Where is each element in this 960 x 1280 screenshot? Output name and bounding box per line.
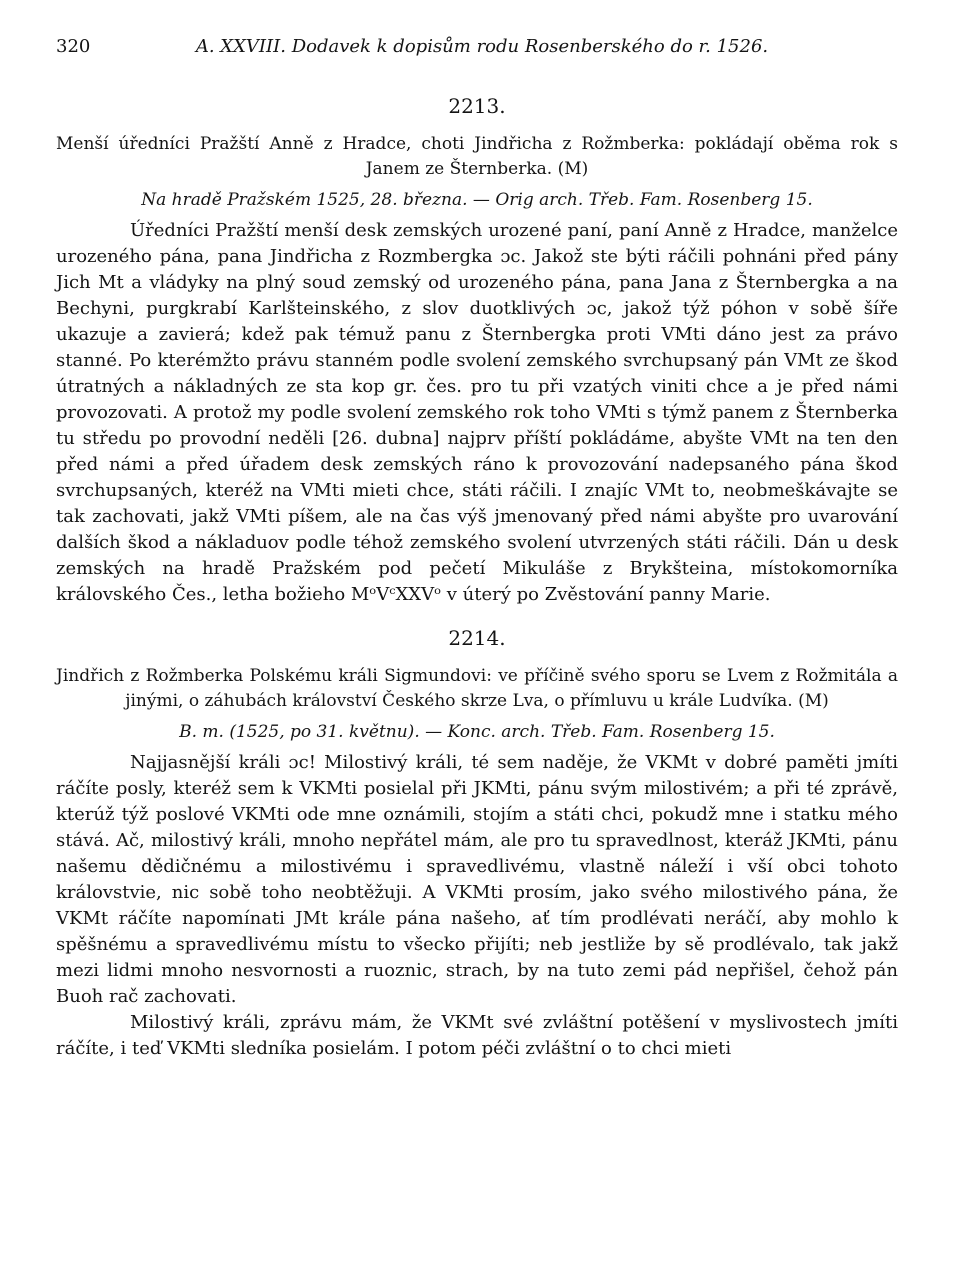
document-paragraph: Najjasnější králi ɔc! Milostivý králi, té sem naděje, že VKMt v dobré paměti jmíti ráčíte posly, kteréž sem k VKMti posielal při JKMti, pánu svým milostivém; a při té zprávě, kterúž týž poslové VKMti ode mne oznámili, stojím a státi chci, pokudž mne i statku mého stává. Ač, milostivý králi, mnoho nepřátel mám, ale pro tu spravedlnost, kteráž JKMti, pánu našemu dědičnému a milostivému i spravedlivému, vlastně náleží i vší obci tohoto královstvie, nic sobě toho neobtěžuji. A VKMti prosím, jako svého milostivého pána, že VKMt ráčíte napomínati JMt krále pána našeho, ať tím prodlévati neráčí, aby mohlo k spěšnému a spravedlivému místu to všecko přijíti; neb jestliže by sě prodlévalo, tak jakž mezi lidmi mnoho nesvornosti a ruoznic, strach, by na tuto zemi pád nepřišel, čehož pán Buoh rač zachovati. [56, 752, 898, 1007]
document-number: 2213. [448, 94, 506, 118]
document-2214 [56, 626, 898, 1062]
page-number: 320 [56, 36, 91, 57]
document-number: 2214. [448, 626, 506, 650]
document-heading: Jindřich z Rožmberka Polskému králi Sigmundovi: ve příčině svého sporu se Lvem z Rožmitála a jinými, o záhubách království Českého skrze Lva, o přímluvu u krále Ludvíka. (M) [56, 666, 898, 711]
running-header [56, 36, 898, 76]
document-source: Na hradě Pražském 1525, 28. března. — Orig arch. Třeb. Fam. Rosenberg 15. [141, 190, 813, 210]
document-paragraph: Milostivý králi, zprávu mám, že VKMt své zvláštní potěšení v myslivostech jmíti ráčíte, i teď VKMti sledníka posielám. I potom péči zvláštní o to chci mieti [56, 1012, 898, 1059]
running-title: A. XXVIII. Dodavek k dopisům rodu Rosenberského do r. 1526. [195, 36, 769, 57]
document-2213 [56, 94, 898, 608]
document-heading: Menší úředníci Pražští Anně z Hradce, choti Jindřicha z Rožmberka: pokládají oběma rok s Janem ze Šternberka. (M) [56, 134, 898, 179]
document-page [56, 36, 898, 1062]
document-paragraph: Úředníci Pražští menší desk zemských urozené paní, paní Anně z Hradce, manželce urozeného pána, pana Jindřicha z Rozmbergka ɔc. Jakož ste býti ráčili pohnáni před pány Jich Mt a vládyky na plný soud zemský od urozeného pána, pana Jana z Šternbergka a na Bechyni, purgkrabí Karlšteinského, z slov duotklivých ɔc, jakož týž póhon v sobě šíře ukazuje a zavierá; kdež pak témuž panu z Šternbergka proti VMti dáno jest za právo stanné. Po kterémžto právu stanném podle svolení zemského svrchupsaný pán VMt ze škod útratných a nákladných ze sta kop gr. čes. pro tu při vzatých viniti chce a je před námi provozovati. A protož my podle svolení zemského rok toho VMti s týmž panem z Šternberka tu středu po provodní neděli [26. dubna] najprv příští pokládáme, abyšte VMt na ten den před námi a před úřadem desk zemských ráno k provozování nadepsaného pána škod svrchupsaných, kteréž na VMti mieti chce, státi ráčili. I znajíc VMt to, neobmeškávajte se tak zachovati, jakž VMti píšem, ale na čas výš jmenovaný před námi abyšte pro uvarování dalších škod a nákladuov podle téhož zemského svolení utvrzených státi ráčili. Dán u desk zemských na hradě Pražském pod pečetí Mikuláše z Brykšteina, místokomorníka královského Čes., letha božieho MᵒVᶜXXVᵒ v úterý po Zvěstování panny Marie. [56, 220, 898, 605]
document-source: B. m. (1525, po 31. květnu). — Konc. arch. Třeb. Fam. Rosenberg 15. [179, 722, 775, 742]
